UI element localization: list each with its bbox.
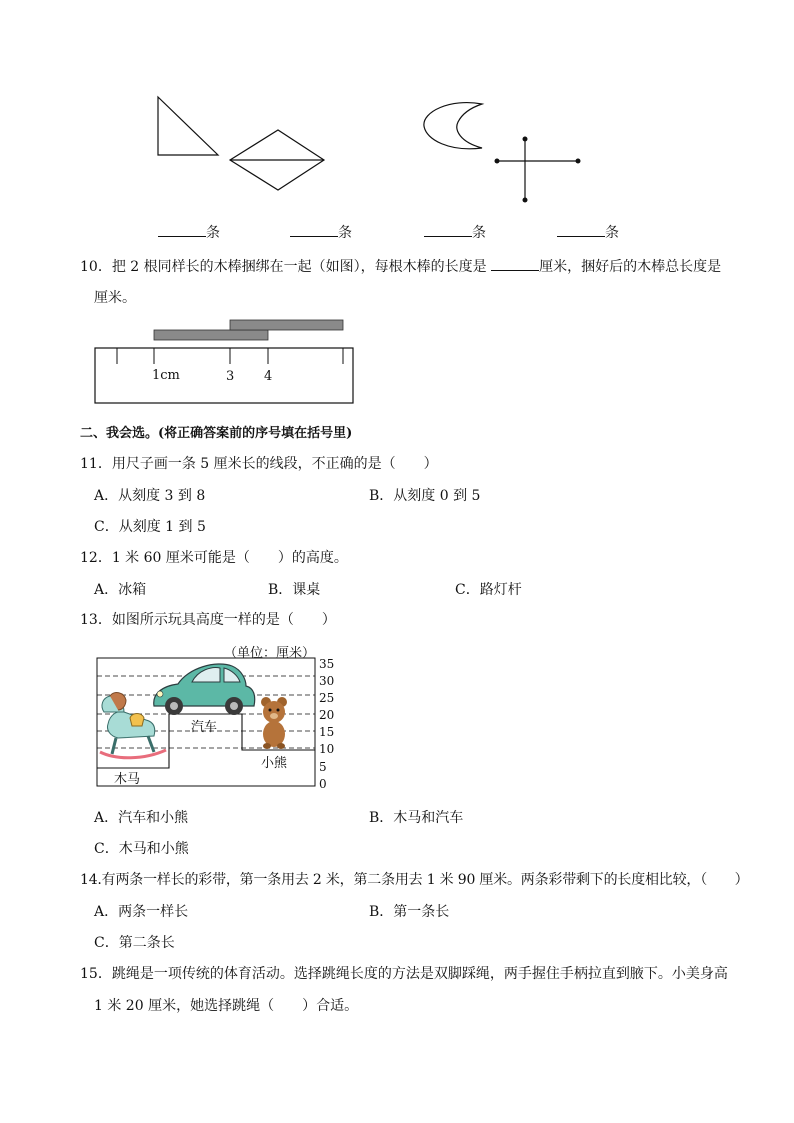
triangle-figure	[150, 95, 225, 160]
toy-label-car: 汽车	[191, 720, 218, 735]
toy-label-horse: 木马	[114, 772, 141, 787]
blank-answer-4[interactable]	[557, 222, 619, 242]
q10-line2: 厘米。	[94, 290, 136, 306]
scale-10: 10	[319, 742, 335, 756]
car-icon	[154, 664, 255, 715]
toy-label-bear: 小熊	[261, 756, 288, 771]
q15-stem-line1: 15．跳绳是一项传统的体育活动。选择跳绳长度的方法是双脚踩绳，两手握住手柄拉直到腋下。小美身高	[80, 966, 728, 982]
crescent-figure	[420, 100, 490, 155]
ruler-figure	[92, 318, 362, 406]
scale-20: 20	[319, 708, 335, 722]
scale-30: 30	[319, 674, 335, 688]
q12-option-a[interactable]: A．冰箱	[94, 582, 147, 598]
q11-stem: 11．用尺子画一条 5 厘米长的线段，不正确的是（ ）	[80, 456, 438, 472]
scale-5: 5	[319, 760, 327, 774]
q10-line1: 10．把 2 根同样长的木棒捆绑在一起（如图），每根木棒的长度是 厘米，捆好后的木棒总长度是	[80, 256, 721, 276]
q13-option-a[interactable]: A．汽车和小熊	[94, 810, 189, 826]
blank-answer-3[interactable]	[424, 222, 486, 242]
q12-option-c[interactable]: C．路灯杆	[455, 582, 522, 598]
rhombus-figure	[226, 128, 326, 192]
cross-figure	[494, 136, 584, 204]
unit-label: 条	[605, 225, 619, 241]
q13-option-c[interactable]: C．木马和小熊	[94, 841, 189, 857]
ruler-label-3: 3	[226, 369, 235, 384]
scale-35: 35	[319, 657, 335, 671]
q11-option-b[interactable]: B．从刻度 0 到 5	[369, 488, 481, 504]
chart-unit-label: （单位：厘米）	[224, 646, 316, 661]
q13-stem: 13．如图所示玩具高度一样的是（ ）	[80, 612, 336, 628]
q15-stem-line2: 1 米 20 厘米，她选择跳绳（ ）合适。	[94, 998, 359, 1014]
scale-15: 15	[319, 725, 335, 739]
unit-label: 条	[206, 225, 220, 241]
scale-25: 25	[319, 691, 335, 705]
q12-option-b[interactable]: B．课桌	[268, 582, 321, 598]
teddy-bear-icon	[261, 697, 287, 749]
blank-answer-2[interactable]	[290, 222, 352, 242]
section-title: 二、我会选。(将正确答案前的序号填在括号里)	[80, 426, 353, 441]
q10-blank[interactable]	[491, 256, 539, 271]
q14-option-a[interactable]: A．两条一样长	[94, 904, 189, 920]
q11-option-c[interactable]: C．从刻度 1 到 5	[94, 519, 206, 535]
blank-answer-1[interactable]	[158, 222, 220, 242]
q14-option-c[interactable]: C．第二条长	[94, 935, 175, 951]
q11-option-a[interactable]: A．从刻度 3 到 8	[94, 488, 206, 504]
unit-label: 条	[338, 225, 352, 241]
ruler-label-4: 4	[264, 369, 273, 384]
unit-label: 条	[472, 225, 486, 241]
q13-option-b[interactable]: B．木马和汽车	[369, 810, 464, 826]
q14-stem: 14.有两条一样长的彩带，第一条用去 2 米，第二条用去 1 米 90 厘米。两条彩带剩下的长度相比较，（ ）	[80, 872, 749, 888]
q12-stem: 12．1 米 60 厘米可能是（ ）的高度。	[80, 550, 348, 566]
scale-0: 0	[319, 777, 327, 791]
q14-option-b[interactable]: B．第一条长	[369, 904, 450, 920]
ruler-label-1cm: 1cm	[152, 368, 180, 383]
